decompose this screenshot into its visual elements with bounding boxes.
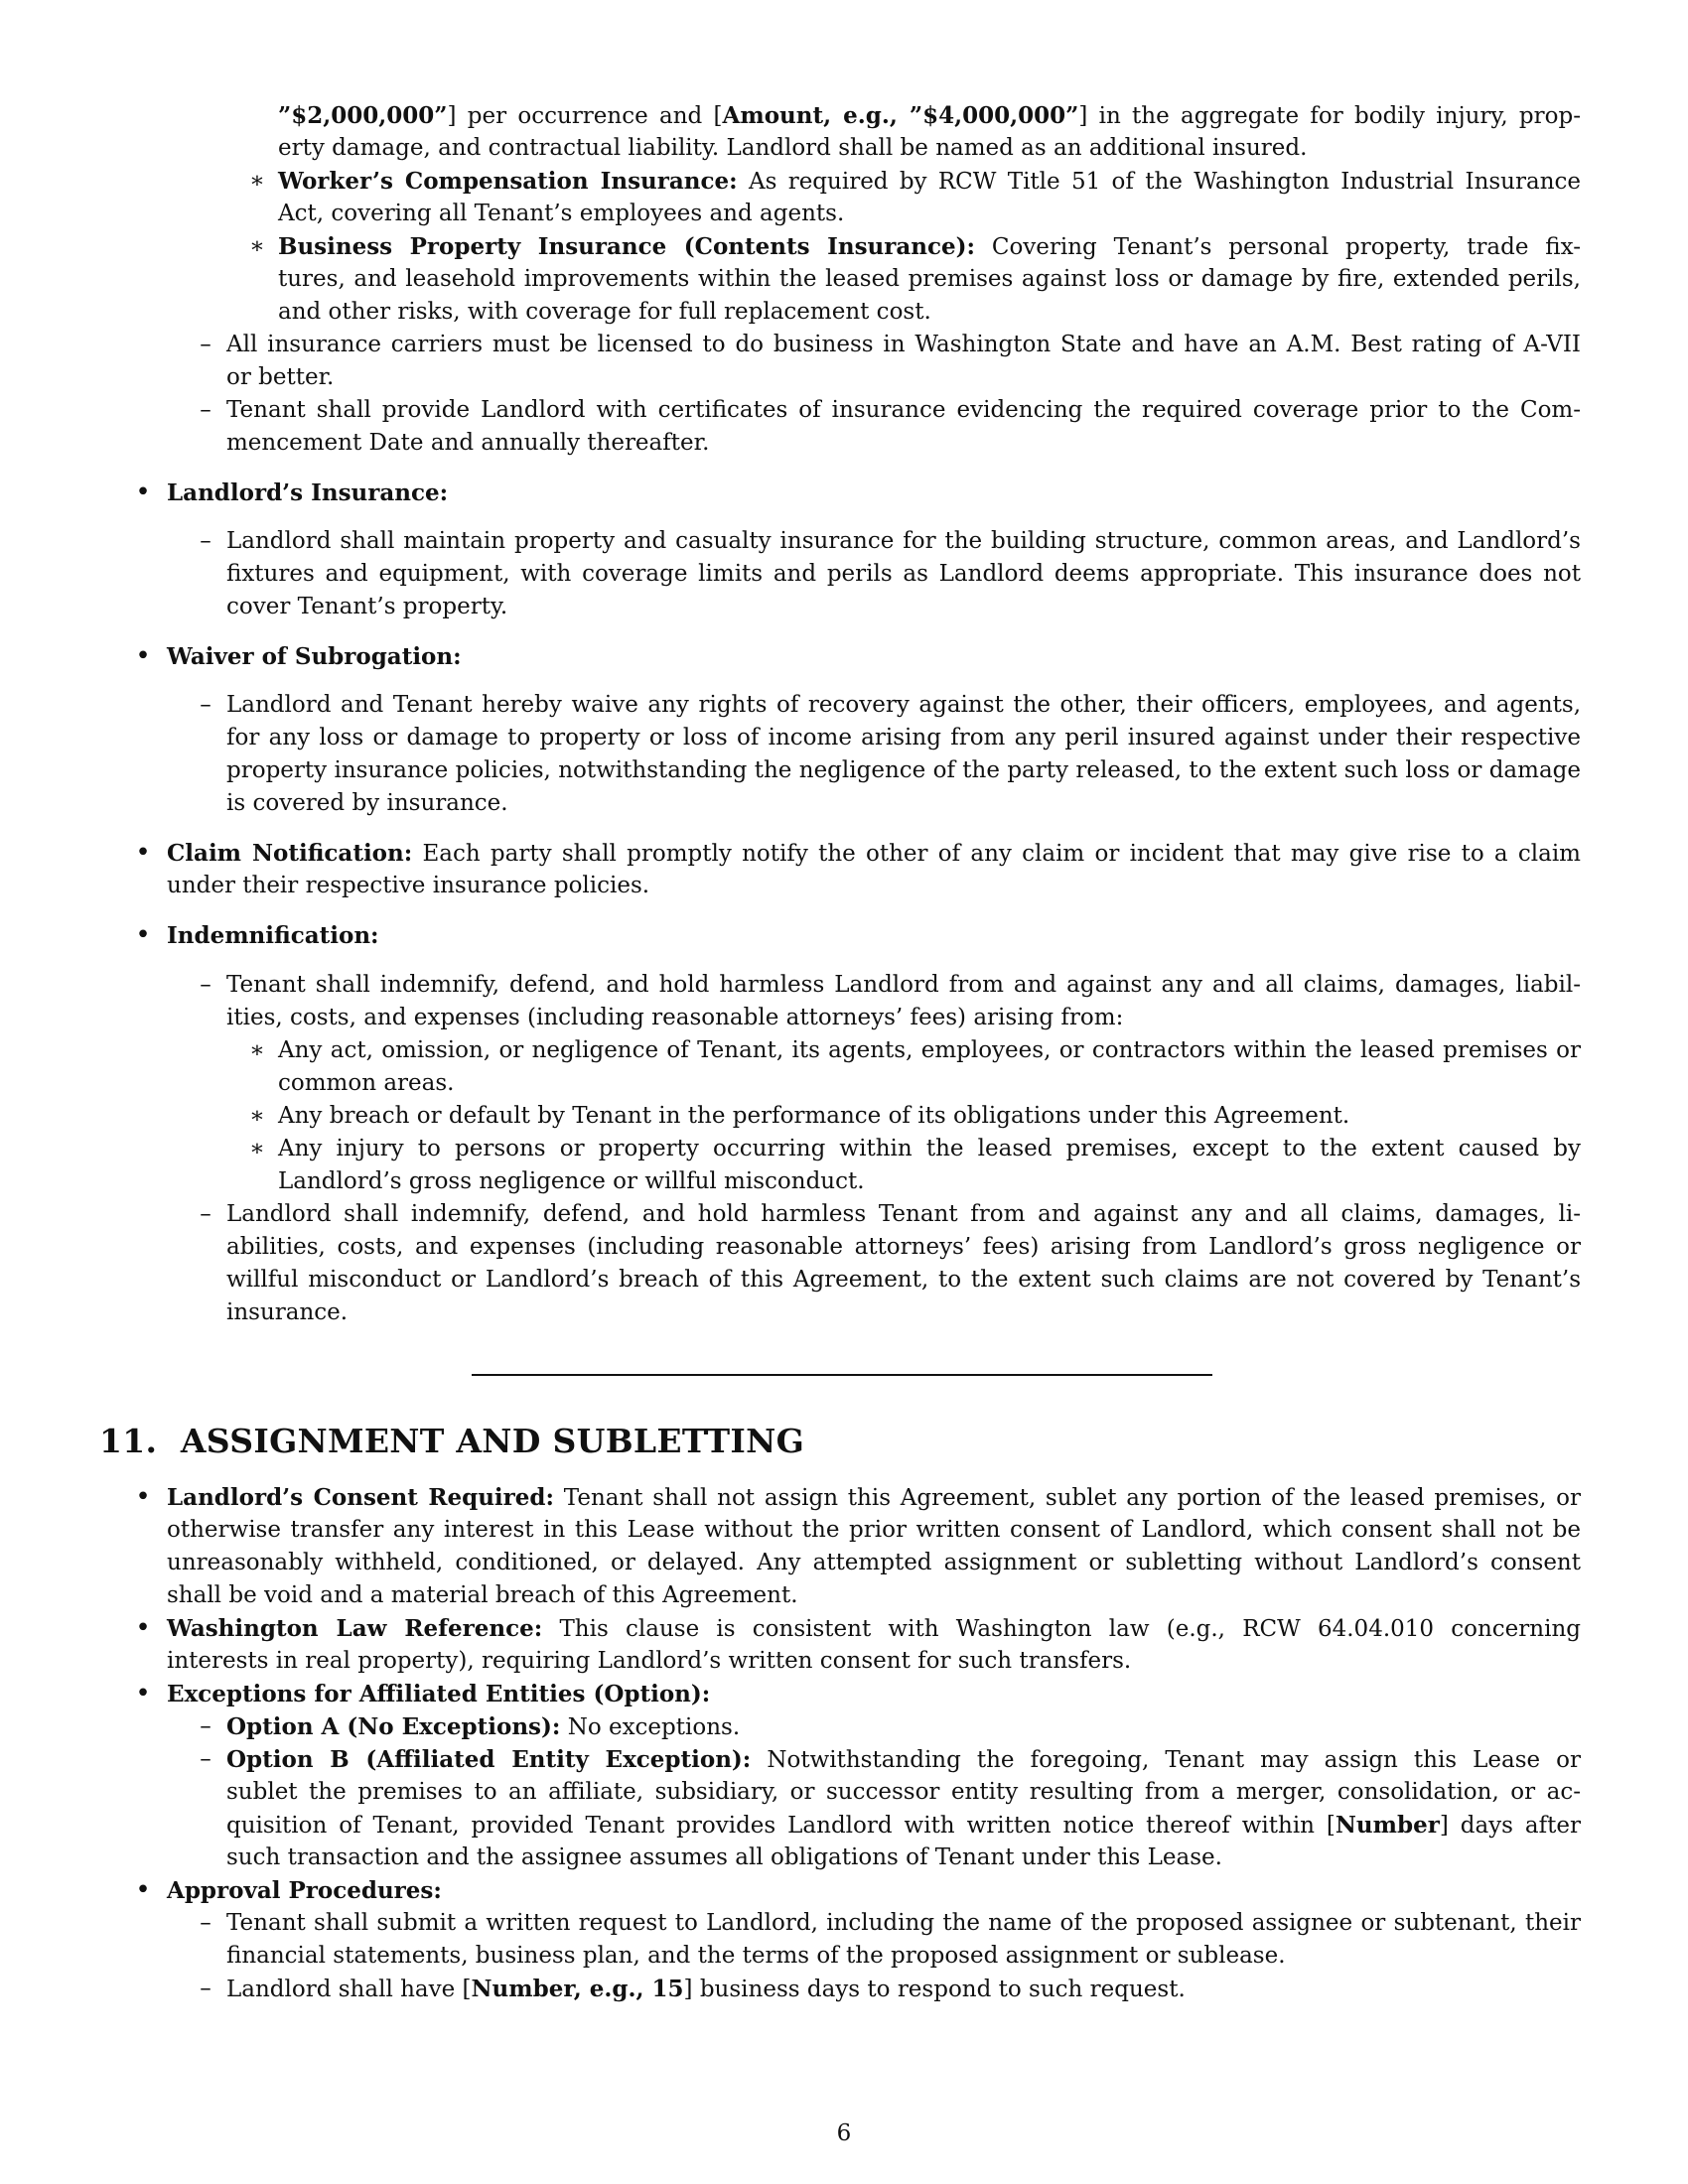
bullet-dot: •: [135, 641, 151, 671]
waiver-line-3: property insurance policies, notwithstanding the negligence of the party released, to the extent such loss or damage: [226, 757, 1581, 783]
landlord-indemnity-line-2: abilities, costs, and expenses (including reasonable attorneys’ fees) arising from Landlord’s gross negligence or: [226, 1234, 1581, 1260]
dash-bullet: –: [200, 332, 211, 357]
landlord-insurance-heading: Landlord’s Insurance:: [167, 479, 449, 506]
indemnity-item-a-line-1: Any act, omission, or negligence of Tenant, its agents, employees, or contractors within the leased premises or: [278, 1037, 1581, 1063]
dash-bullet: –: [200, 1746, 211, 1772]
workers-comp-label: Worker’s Compensation Insurance:: [278, 168, 738, 195]
indemnity-item-c-line-1: Any injury to persons or property occurring within the leased premises, except to the extent caused by: [278, 1136, 1581, 1161]
indemnity-item-c-line-2: Landlord’s gross negligence or willful misconduct.: [278, 1168, 865, 1194]
bullet-dot: •: [135, 478, 151, 507]
washington-law-line-1: Washington Law Reference: This clause is consistent with Washington law (e.g., RCW 64.04.010 concerning: [167, 1615, 1581, 1642]
consent-line-2: otherwise transfer any interest in this Lease without the prior written consent of Landlord, which consent shall not be: [167, 1517, 1581, 1543]
section-11-title: 11. ASSIGNMENT AND SUBLETTING: [99, 1422, 805, 1460]
option-b-line-4: such transaction and the assignee assumes all obligations of Tenant under this Lease.: [226, 1844, 1222, 1870]
dash-bullet: –: [200, 1713, 211, 1739]
landlord-indemnity-line-1: Landlord shall indemnify, defend, and hold harmless Tenant from and against any and all claims, damages, li-: [226, 1201, 1581, 1227]
landlord-insurance-line-3: cover Tenant’s property.: [226, 594, 508, 619]
consent-line-1: Landlord’s Consent Required: Tenant shall not assign this Agreement, sublet any portion of the leased premises, or: [167, 1484, 1581, 1511]
waiver-line-1: Landlord and Tenant hereby waive any rights of recovery against the other, their officers, employees, and agents,: [226, 692, 1581, 718]
option-b-line-2: sublet the premises to an affiliate, subsidiary, or successor entity resulting from a merger, consolidation, or ac-: [226, 1779, 1581, 1805]
business-property-label: Business Property Insurance (Contents Insurance):: [278, 233, 976, 260]
business-property-line-3: and other risks, with coverage for full replacement cost.: [278, 299, 931, 325]
landlord-insurance-line-1: Landlord shall maintain property and casualty insurance for the building structure, common areas, and Landlord’s: [226, 528, 1581, 554]
certificates-line-2: mencement Date and annually thereafter.: [226, 430, 710, 456]
bullet-dot: •: [135, 1482, 151, 1512]
business-property-line-2: tures, and leasehold improvements within the leased premises against loss or damage by fire, extended perils,: [278, 266, 1581, 292]
bullet-dot: •: [135, 1679, 151, 1708]
bullet-dot: •: [135, 838, 151, 868]
tenant-indemnity-line-2: ities, costs, and expenses (including reasonable attorneys’ fees) arising from:: [226, 1005, 1124, 1030]
option-b-line-1: Option B (Affiliated Entity Exception): Notwithstanding the foregoing, Tenant may assign this Lease or: [226, 1746, 1582, 1773]
bullet-dot: •: [135, 1875, 151, 1905]
waiver-heading: Waiver of Subrogation:: [167, 643, 462, 670]
asterisk-bullet: ∗: [249, 233, 265, 259]
landlord-indemnity-line-3: willful misconduct or Landlord’s breach of this Agreement, to the extent such claims are not covered by Tenant’s: [226, 1267, 1581, 1293]
carriers-line-1: All insurance carriers must be licensed to do business in Washington State and have an A.M. Best rating of A-VII: [226, 332, 1581, 357]
exceptions-heading: Exceptions for Affiliated Entities (Option):: [167, 1681, 711, 1707]
workers-comp-line-2: Act, covering all Tenant’s employees and agents.: [278, 201, 845, 226]
asterisk-bullet: ∗: [249, 1136, 265, 1161]
consent-line-3: unreasonably withheld, conditioned, or delayed. Any attempted assignment or subletting without Landlord’s consent: [167, 1550, 1581, 1575]
waiver-line-2: for any loss or damage to property or loss of income arising from any peril insured against under their respective: [226, 725, 1581, 751]
claim-notification-line-2: under their respective insurance policies.: [167, 873, 650, 898]
dash-bullet: –: [200, 692, 211, 718]
bullet-dot: •: [135, 920, 151, 950]
liability-continuation-line-1: ”$2,000,000”] per occurrence and [Amount, e.g., ”$4,000,000”] in the aggregate for bodily injury, prop-: [278, 102, 1581, 129]
washington-law-line-2: interests in real property), requiring Landlord’s written consent for such transfers.: [167, 1648, 1132, 1674]
indemnity-item-a-line-2: common areas.: [278, 1070, 455, 1096]
consent-line-4: shall be void and a material breach of this Agreement.: [167, 1582, 798, 1608]
certificates-line-1: Tenant shall provide Landlord with certificates of insurance evidencing the required coverage prior to the Com-: [226, 397, 1581, 423]
page-number: 6: [836, 2120, 852, 2146]
liability-continuation-line-2: erty damage, and contractual liability. Landlord shall be named as an additional insured.: [278, 135, 1308, 161]
landlord-insurance-line-2: fixtures and equipment, with coverage limits and perils as Landlord deems appropriate. This insurance does not: [226, 561, 1581, 587]
option-a: Option A (No Exceptions): No exceptions.: [226, 1713, 741, 1740]
waiver-line-4: is covered by insurance.: [226, 790, 508, 816]
business-property-line-1: Business Property Insurance (Contents Insurance): Covering Tenant’s personal property, trade fix-: [278, 233, 1581, 260]
landlord-indemnity-line-4: insurance.: [226, 1299, 349, 1325]
dash-bullet: –: [200, 1201, 211, 1227]
approval-heading: Approval Procedures:: [167, 1877, 442, 1904]
indemnity-item-b: Any breach or default by Tenant in the performance of its obligations under this Agreement.: [278, 1103, 1350, 1129]
dash-bullet: –: [200, 397, 211, 423]
dash-bullet: –: [200, 528, 211, 554]
bullet-dot: •: [135, 1613, 151, 1643]
indemnification-heading: Indemnification:: [167, 922, 379, 949]
asterisk-bullet: ∗: [249, 1103, 265, 1129]
asterisk-bullet: ∗: [249, 1037, 265, 1063]
workers-comp-line-1: Worker’s Compensation Insurance: As required by RCW Title 51 of the Washington Industrial Insurance: [278, 168, 1582, 195]
asterisk-bullet: ∗: [249, 168, 265, 194]
carriers-line-2: or better.: [226, 364, 335, 390]
option-b-line-3: quisition of Tenant, provided Tenant provides Landlord with written notice thereof within [Number] days after: [226, 1812, 1581, 1839]
tenant-indemnity-line-1: Tenant shall indemnify, defend, and hold harmless Landlord from and against any and all claims, damages, liabil-: [226, 972, 1581, 998]
approval-request-line-1: Tenant shall submit a written request to Landlord, including the name of the proposed assignee or subtenant, their: [226, 1910, 1581, 1936]
section-divider: [472, 1374, 1212, 1376]
dash-bullet: –: [200, 1976, 211, 2001]
dash-bullet: –: [200, 1910, 211, 1936]
dash-bullet: –: [200, 972, 211, 998]
approval-request-line-2: financial statements, business plan, and the terms of the proposed assignment or sublease.: [226, 1943, 1286, 1969]
approval-response: Landlord shall have [Number, e.g., 15] business days to respond to such request.: [226, 1976, 1186, 2002]
claim-notification-line-1: Claim Notification: Each party shall promptly notify the other of any claim or incident that may give rise to a claim: [167, 840, 1581, 867]
